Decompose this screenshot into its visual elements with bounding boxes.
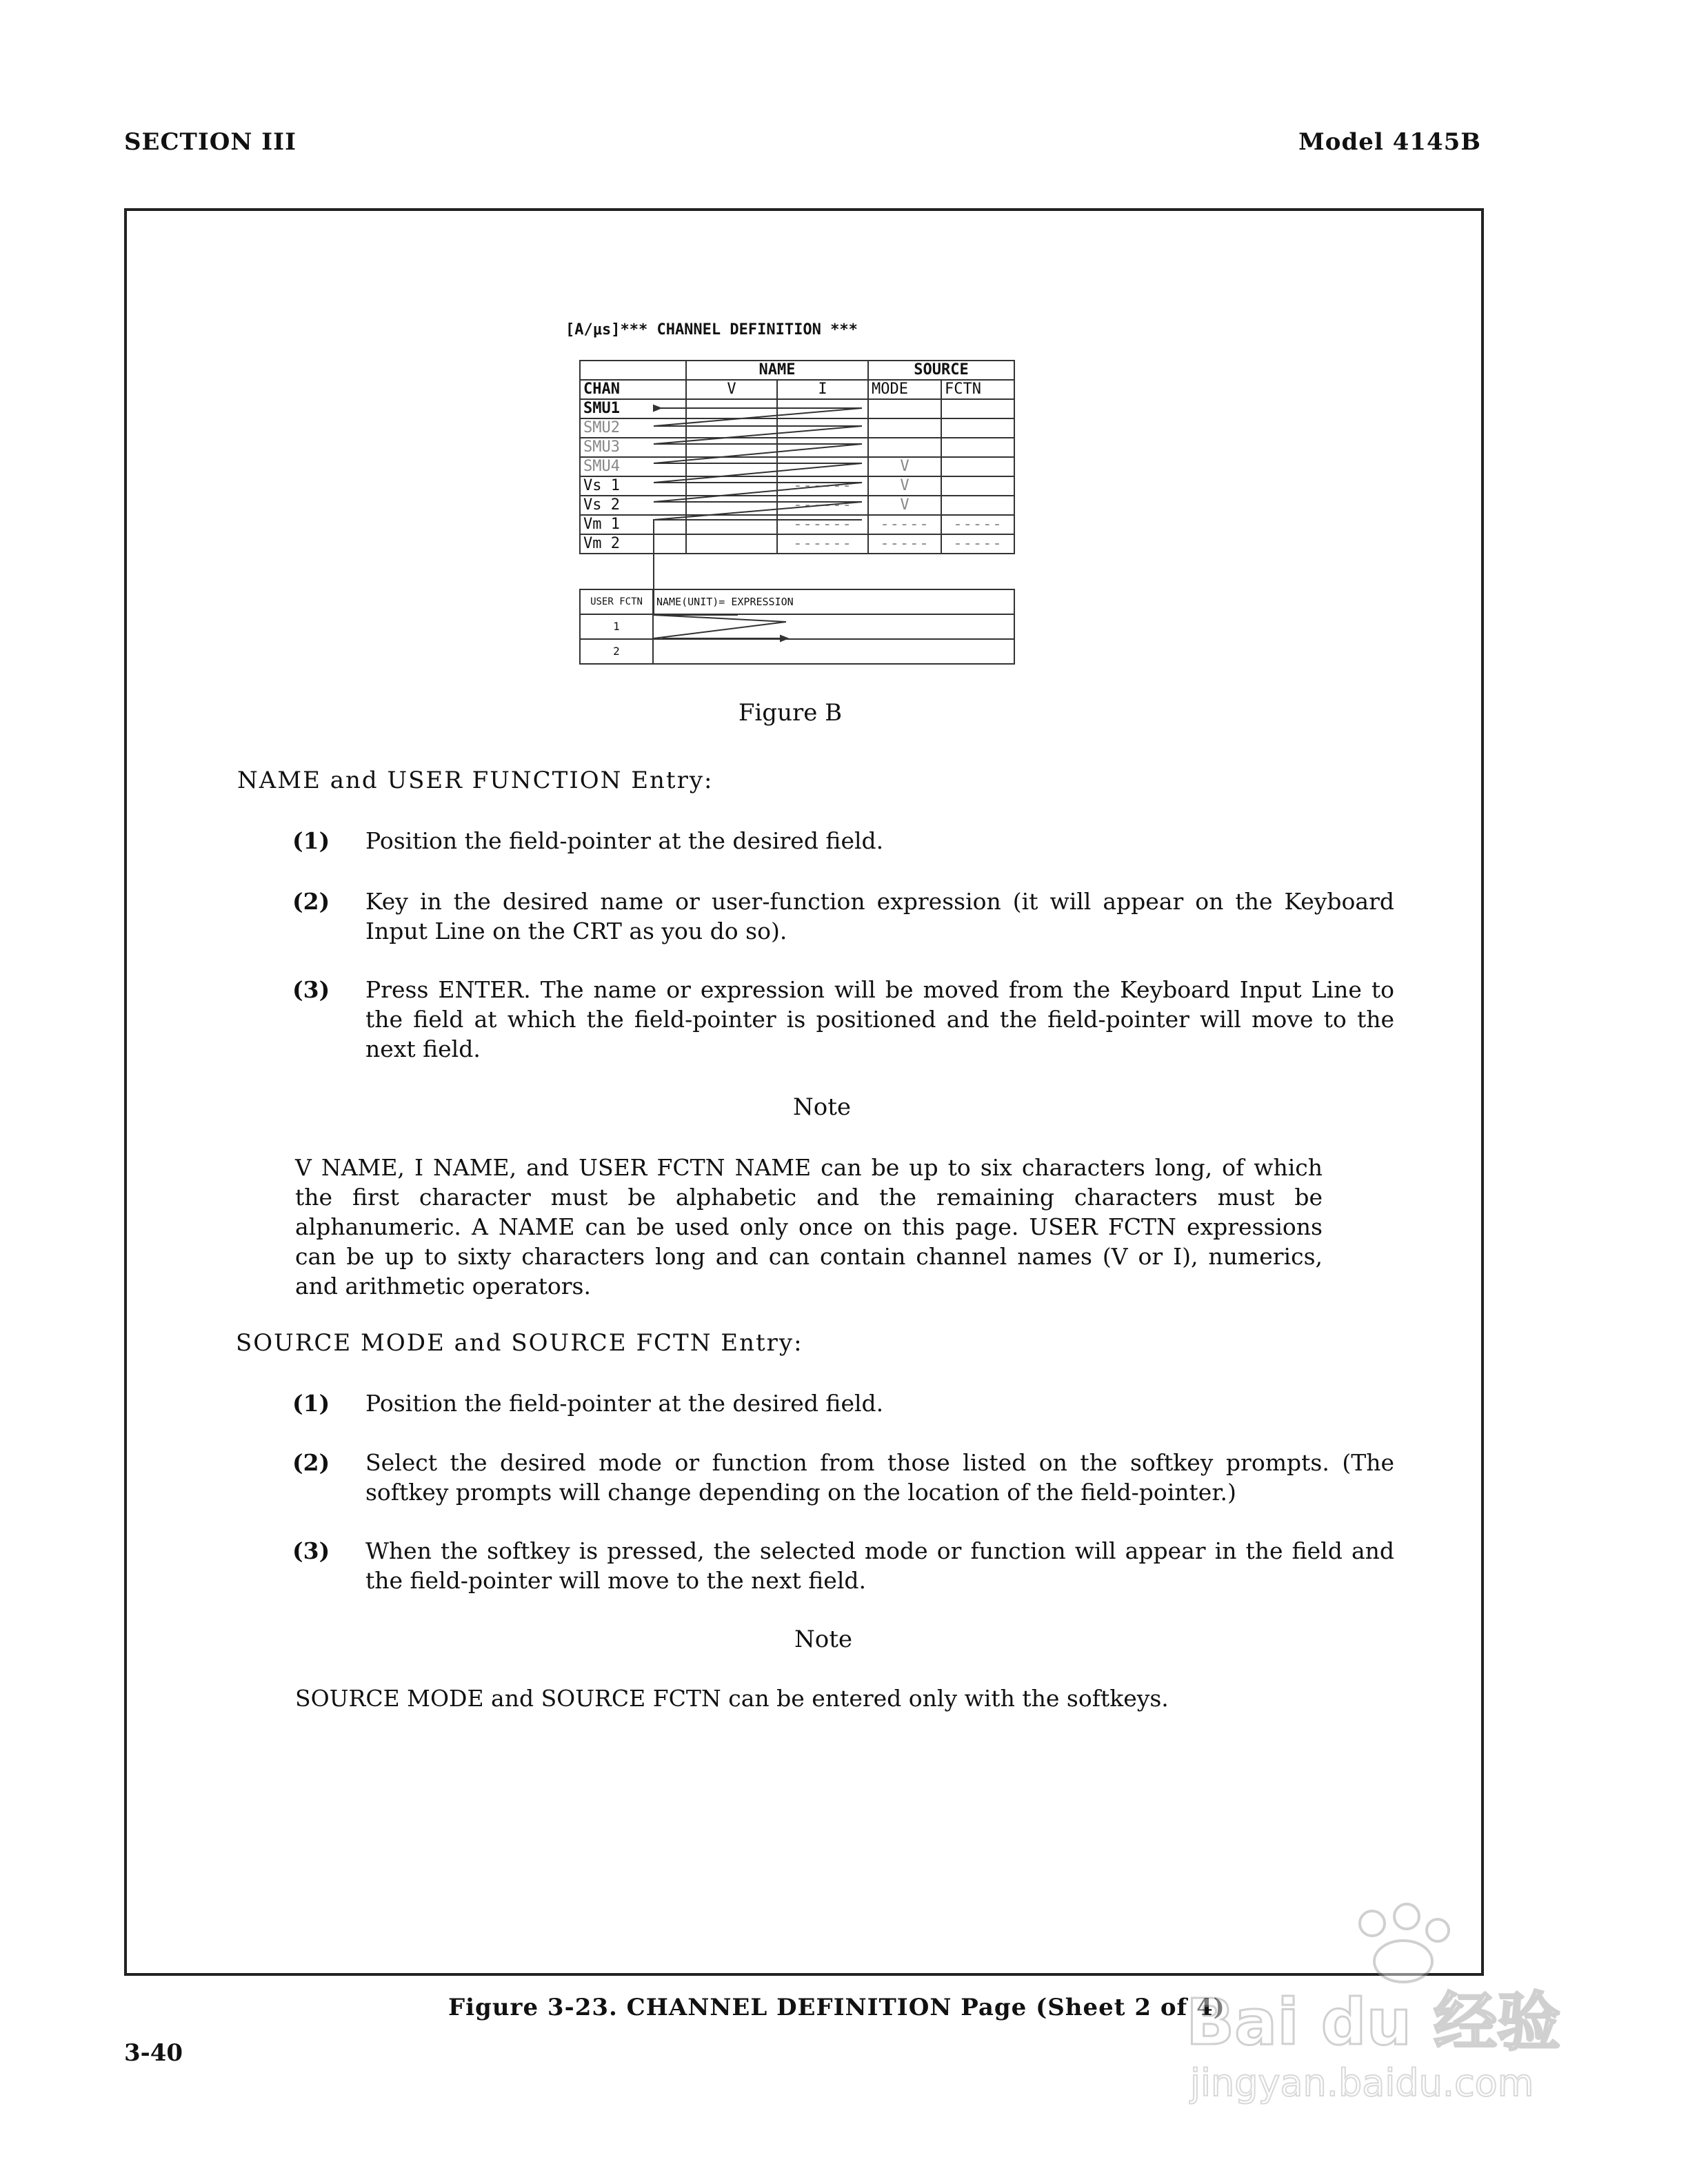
table-row: [580, 418, 1014, 438]
chan-cell: Vs 2: [580, 496, 686, 515]
note-heading-2: Note: [794, 1626, 852, 1653]
model-label: Model 4145B: [1298, 128, 1481, 156]
chan-cell: SMU1: [580, 399, 686, 418]
col-header-i: I: [777, 380, 868, 399]
table-row: [580, 399, 1014, 418]
user-fctn-row-num: 2: [580, 639, 653, 664]
group-header-name: NAME: [686, 361, 868, 380]
col-header-mode: MODE: [868, 380, 941, 399]
chan-cell: SMU3: [580, 438, 686, 457]
section-label: SECTION III: [124, 128, 297, 156]
table-row: SMU4 V: [580, 457, 1014, 476]
table-row: Vs 1 ------ V: [580, 476, 1014, 496]
baidu-watermark: [1186, 1903, 1572, 2110]
channel-definition-table: [579, 360, 1015, 554]
chan-cell: Vm 1: [580, 515, 686, 534]
note-heading-1: Note: [792, 1093, 851, 1121]
table-row: Vm 1 ------ ----- -----: [580, 515, 1014, 534]
figure-b-caption: Figure B: [738, 699, 843, 727]
screen-title: [A/μs]*** CHANNEL DEFINITION ***: [565, 321, 858, 338]
col-header-fctn: FCTN: [941, 380, 1014, 399]
col-header-v: V: [686, 380, 777, 399]
table-row: Vm 2 ------ ----- -----: [580, 534, 1014, 554]
table-row: [580, 614, 1014, 639]
page-number: 3-40: [124, 2039, 183, 2067]
note-text-2: SOURCE MODE and SOURCE FCTN can be entered only with the softkeys.: [295, 1685, 1169, 1712]
watermark-brand: Bai du 经验: [1186, 1985, 1561, 2059]
name-entry-heading: NAME and USER FUNCTION Entry:: [237, 767, 714, 794]
table-row: [580, 639, 1014, 664]
figure-caption: Figure 3-23. CHANNEL DEFINITION Page (Sheet 2 of 4): [448, 1994, 1225, 2021]
user-function-table: [579, 589, 1015, 665]
chan-cell: Vs 1: [580, 476, 686, 496]
watermark-site: jingyan.baidu.com: [1190, 2061, 1534, 2105]
group-header-source: SOURCE: [868, 361, 1014, 380]
chan-cell: SMU4: [580, 457, 686, 476]
note-text-1: V NAME, I NAME, and USER FCTN NAME can be up to six characters long, of which the first character must be alphabetic and the remaining characters must be alphanumeric. A NAME can be used only once on this page. USER FCTN expressions can be up to sixty characters long and can contain channel names (V or I), numerics, and arithmetic operators.: [295, 1154, 1323, 1300]
user-fctn-label: USER FCTN: [580, 589, 653, 614]
user-fctn-header: NAME(UNIT)= EXPRESSION: [653, 589, 1014, 614]
source-entry-heading: SOURCE MODE and SOURCE FCTN Entry:: [236, 1329, 803, 1357]
chan-cell: Vm 2: [580, 534, 686, 554]
col-header-chan: CHAN: [580, 380, 686, 399]
table-row: Vs 2 ------ V: [580, 496, 1014, 515]
user-fctn-row-num: 1: [580, 614, 653, 639]
table-row: [580, 438, 1014, 457]
chan-cell: SMU2: [580, 418, 686, 438]
